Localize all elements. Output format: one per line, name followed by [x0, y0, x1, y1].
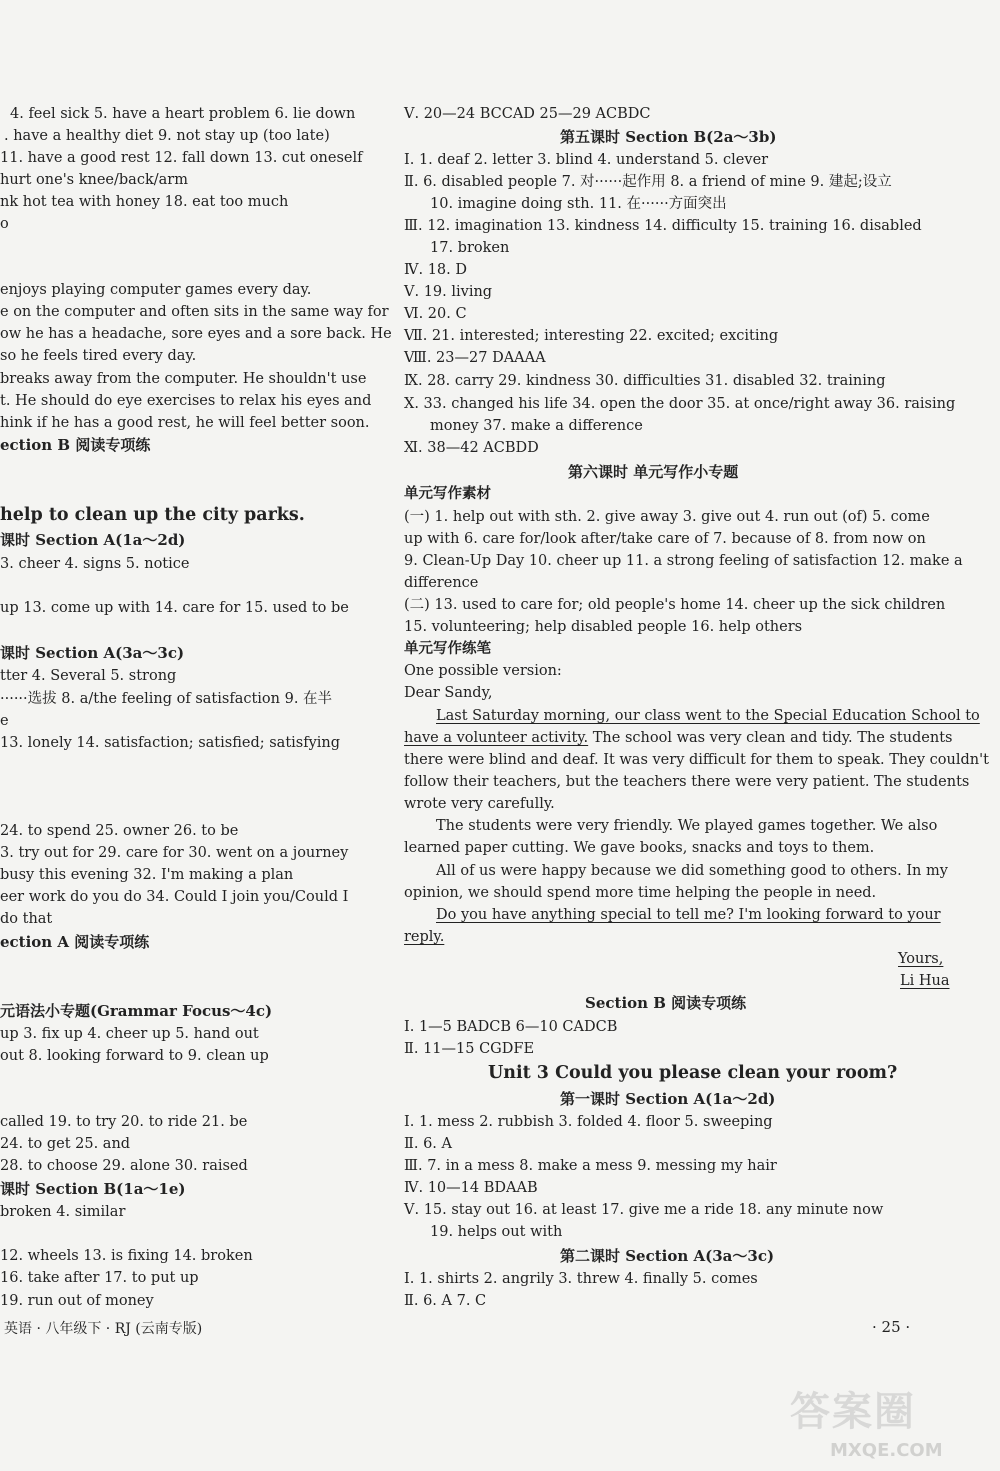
answer-line: Ⅱ. 6. disabled people 7. 对······起作用 8. a friend of mine 9. 建起;设立: [404, 174, 892, 190]
answer-line: Ⅵ. 20. C: [404, 306, 467, 322]
essay-line: there were blind and deaf. It was very difficult for them to speak. They couldn't: [404, 752, 989, 768]
answer-line: 24. to spend 25. owner 26. to be: [0, 823, 239, 839]
subsection-heading: 单元写作素材: [404, 485, 491, 502]
answer-line: hurt one's knee/back/arm: [0, 172, 188, 188]
page-number: · 25 ·: [872, 1318, 911, 1336]
watermark-url: MXQE.COM: [830, 1440, 943, 1461]
answer-line: e: [0, 713, 9, 729]
lesson-heading: 第一课时 Section A(1a～2d): [560, 1090, 776, 1108]
answer-line: Ⅱ. 6. A 7. C: [404, 1293, 487, 1309]
essay-line: All of us were happy because we did something good to others. In my: [436, 863, 948, 879]
answer-line: busy this evening 32. I'm making a plan: [0, 867, 294, 883]
answer-line: Ⅺ. 38—42 ACBDD: [404, 440, 539, 456]
essay-line: follow their teachers, but the teachers there were very patient. The students: [404, 774, 970, 790]
answer-line: nk hot tea with honey 18. eat too much: [0, 194, 289, 210]
answer-line: Ⅱ. 11—15 CGDFE: [404, 1041, 535, 1057]
unit-title: help to clean up the city parks.: [0, 505, 305, 525]
answer-line: do that: [0, 911, 53, 927]
answer-line: eer work do you do 34. Could I join you/Could I: [0, 889, 349, 905]
lesson-heading: 元语法小专题(Grammar Focus～4c): [0, 1002, 273, 1020]
footer-book-info: 英语 · 八年级下 · RJ (云南专版): [4, 1321, 203, 1337]
answer-line: t. He should do eye exercises to relax his eyes and: [0, 393, 372, 409]
essay-underlined-text: have a volunteer activity.: [404, 730, 589, 746]
answer-line: 11. have a good rest 12. fall down 13. cut oneself: [0, 150, 363, 166]
answer-line: tter 4. Several 5. strong: [0, 668, 177, 684]
answer-line: Ⅸ. 28. carry 29. kindness 30. difficulties 31. disabled 32. training: [404, 373, 886, 389]
answer-line: 3. cheer 4. signs 5. notice: [0, 556, 190, 572]
answer-line: out 8. looking forward to 9. clean up: [0, 1048, 269, 1064]
lesson-heading: 第二课时 Section A(3a～3c): [560, 1247, 775, 1265]
answer-line: 17. broken: [430, 240, 510, 256]
answer-line: 10. imagine doing sth. 11. 在······方面突出: [430, 196, 727, 212]
answer-line: breaks away from the computer. He shouldn't use: [0, 371, 367, 387]
essay-line: The students were very friendly. We played games together. We also: [436, 818, 938, 834]
answer-line: up 13. come up with 14. care for 15. used to be: [0, 600, 349, 616]
answer-line: Ⅴ. 15. stay out 16. at least 17. give me a ride 18. any minute now: [404, 1202, 884, 1218]
answer-line: Ⅲ. 12. imagination 13. kindness 14. difficulty 15. training 16. disabled: [404, 218, 922, 234]
essay-line: [404, 728, 953, 748]
answer-line: Ⅳ. 10—14 BDAAB: [404, 1180, 538, 1196]
answer-line: Ⅷ. 23—27 DAAAA: [404, 350, 546, 366]
answer-line: . have a healthy diet 9. not stay up (too late): [4, 128, 330, 144]
essay-text: The school was very clean and tidy. The students: [588, 730, 953, 746]
answer-line: o: [0, 216, 9, 232]
answer-line: Ⅰ. 1. deaf 2. letter 3. blind 4. understand 5. clever: [404, 152, 769, 168]
answer-line: Ⅱ. 6. A: [404, 1136, 452, 1152]
answer-line: 4. feel sick 5. have a heart problem 6. lie down: [10, 106, 356, 122]
section-heading: Section B 阅读专项练: [585, 994, 747, 1012]
answer-line: Ⅴ. 19. living: [404, 284, 493, 300]
lesson-heading: 课时 Section A(3a～3c): [0, 644, 185, 662]
essay-line: Do you have anything special to tell me? I'm looking forward to your: [436, 907, 941, 923]
answer-line: Ⅳ. 18. D: [404, 262, 467, 278]
answer-line: Ⅲ. 7. in a mess 8. make a mess 9. messing my hair: [404, 1158, 777, 1174]
answer-line: Ⅰ. 1. mess 2. rubbish 3. folded 4. floor 5. sweeping: [404, 1114, 773, 1130]
essay-line: One possible version:: [404, 663, 562, 679]
essay-signature: Li Hua: [900, 973, 950, 989]
answer-line: so he feels tired every day.: [0, 348, 197, 364]
answer-line: 12. wheels 13. is fixing 14. broken: [0, 1248, 253, 1264]
answer-line: ······选拔 8. a/the feeling of satisfaction 9. 在半: [0, 691, 333, 707]
essay-closing: Yours,: [898, 951, 944, 967]
answer-line: 19. run out of money: [0, 1293, 154, 1309]
essay-line: learned paper cutting. We gave books, snacks and toys to them.: [404, 840, 875, 856]
answer-line: up with 6. care for/look after/take care of 7. because of 8. from now on: [404, 531, 926, 547]
lesson-heading: 课时 Section A(1a～2d): [0, 531, 186, 549]
essay-line: Last Saturday morning, our class went to the Special Education School to: [436, 708, 980, 724]
answer-line: (一) 1. help out with sth. 2. give away 3. give out 4. run out (of) 5. come: [404, 509, 930, 525]
lesson-heading: 第五课时 Section B(2a～3b): [560, 128, 777, 146]
unit-title: Unit 3 Could you please clean your room?: [488, 1063, 898, 1083]
answer-line: money 37. make a difference: [430, 418, 643, 434]
answer-line: Ⅹ. 33. changed his life 34. open the door 35. at once/right away 36. raising: [404, 396, 956, 412]
answer-line: e on the computer and often sits in the same way for: [0, 304, 389, 320]
answer-line: 15. volunteering; help disabled people 16. help others: [404, 619, 803, 635]
answer-line: 16. take after 17. to put up: [0, 1270, 199, 1286]
answer-line: ow he has a headache, sore eyes and a sore back. He: [0, 326, 392, 342]
watermark-logo: 答案圈: [790, 1389, 916, 1435]
answer-line: enjoys playing computer games every day.: [0, 282, 312, 298]
section-heading: ection A 阅读专项练: [0, 933, 150, 951]
answer-line: Ⅶ. 21. interested; interesting 22. excited; exciting: [404, 328, 779, 344]
answer-line: difference: [404, 575, 479, 591]
answer-line: Ⅰ. 1. shirts 2. angrily 3. threw 4. finally 5. comes: [404, 1271, 758, 1287]
answer-line: Ⅴ. 20—24 BCCAD 25—29 ACBDC: [404, 106, 651, 122]
essay-line: wrote very carefully.: [404, 796, 555, 812]
answer-line: (二) 13. used to care for; old people's home 14. cheer up the sick children: [404, 597, 946, 613]
answer-line: 19. helps out with: [430, 1224, 563, 1240]
answer-line: 13. lonely 14. satisfaction; satisfied; satisfying: [0, 735, 341, 751]
subsection-heading: 单元写作练笔: [404, 640, 491, 657]
essay-line: opinion, we should spend more time helping the people in need.: [404, 885, 877, 901]
answer-line: up 3. fix up 4. cheer up 5. hand out: [0, 1026, 259, 1042]
answer-line: called 19. to try 20. to ride 21. be: [0, 1114, 248, 1130]
lesson-heading: 课时 Section B(1a～1e): [0, 1180, 186, 1198]
section-heading: ection B 阅读专项练: [0, 436, 151, 454]
lesson-heading: 第六课时 单元写作小专题: [568, 463, 739, 481]
essay-salutation: Dear Sandy,: [404, 685, 493, 701]
answer-line: 9. Clean-Up Day 10. cheer up 11. a strong feeling of satisfaction 12. make a: [404, 553, 963, 569]
answer-line: Ⅰ. 1—5 BADCB 6—10 CADCB: [404, 1019, 618, 1035]
answer-line: broken 4. similar: [0, 1204, 126, 1220]
answer-line: 28. to choose 29. alone 30. raised: [0, 1158, 248, 1174]
essay-line: reply.: [404, 929, 445, 945]
answer-line: 24. to get 25. and: [0, 1136, 131, 1152]
answer-line: 3. try out for 29. care for 30. went on a journey: [0, 845, 349, 861]
answer-line: hink if he has a good rest, he will feel better soon.: [0, 415, 370, 431]
